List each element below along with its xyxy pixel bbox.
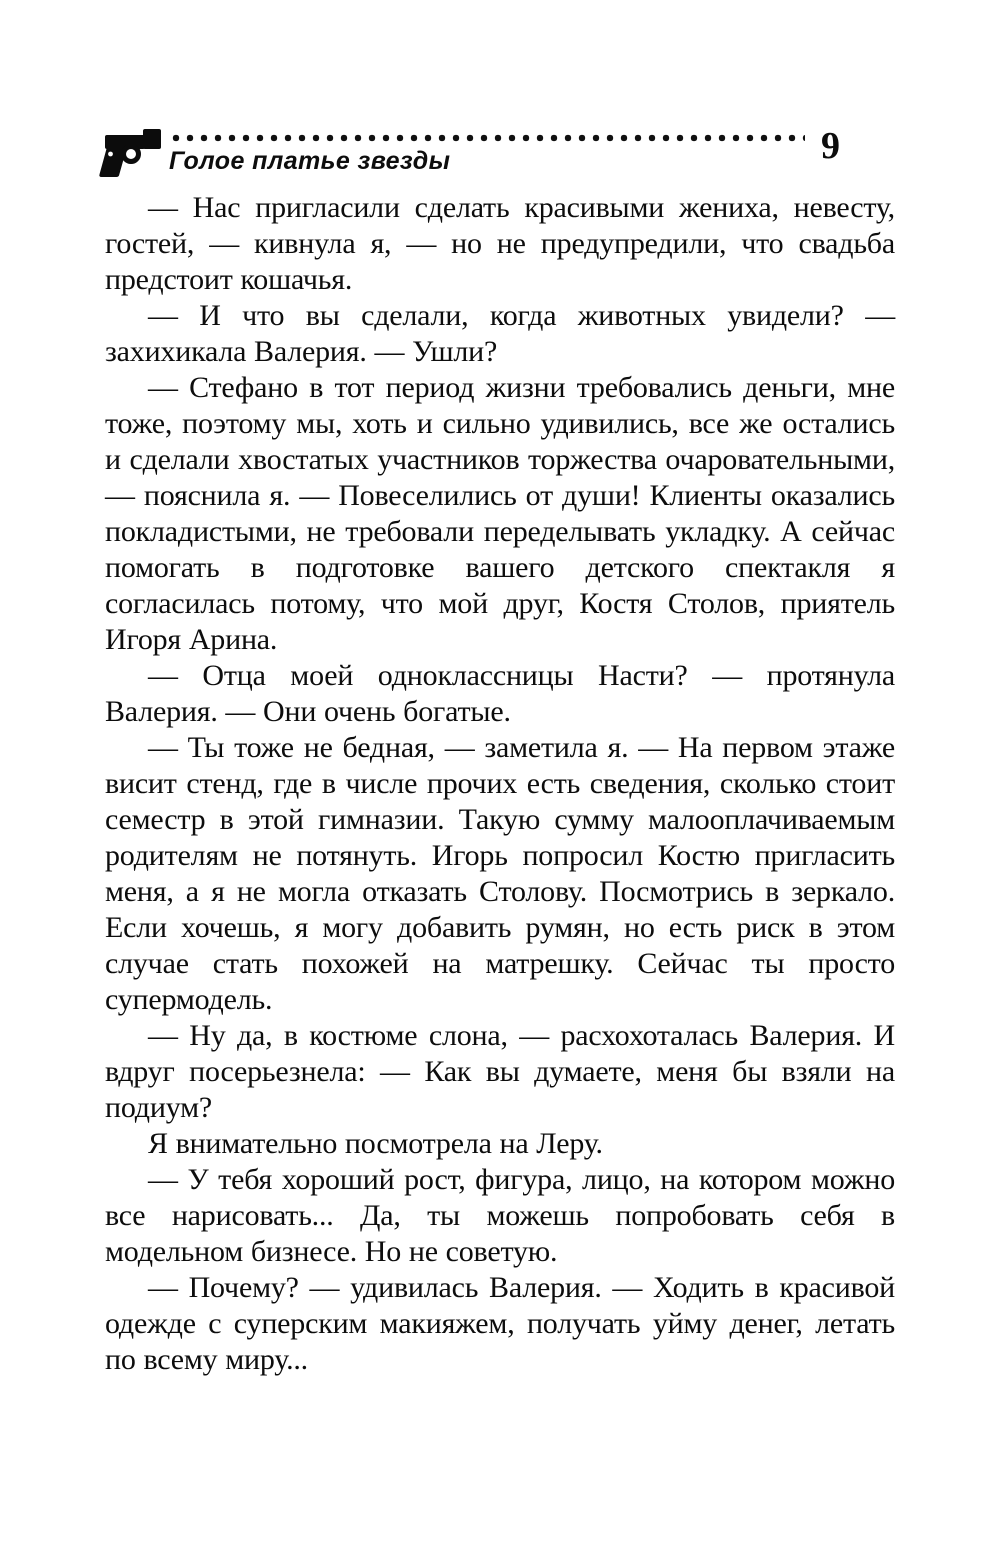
paragraph: — Стефано в тот период жизни требовались деньги, мне тоже, поэтому мы, хоть и сильно удивились, все же остались и сделали хвостатых участников торжества очаровательными, — пояснила я. — Повеселились от души! Клиенты оказались покладистыми, не требовали переделывать укладку. А сейчас помогать в подготовке вашего детского спектакля я согласилась потому, что мой друг, Костя Столов, приятель Игоря Арина.: [105, 371, 895, 656]
paragraph: — Нас пригласили сделать красивыми жениха, невесту, гостей, — кивнула я, — но не предупредили, что свадьба предстоит кошачья.: [105, 191, 895, 296]
paragraph: — Ну да, в костюме слона, — расхохоталась Валерия. И вдруг посерьезнела: — Как вы думаете, меня бы взяли на подиум?: [105, 1019, 895, 1124]
paragraph: Я внимательно посмотрела на Леру.: [148, 1127, 603, 1160]
paragraph: — И что вы сделали, когда животных увидели? — захихикала Валерия. — Ушли?: [105, 299, 895, 368]
gun-icon: [97, 127, 163, 177]
page-number: 9: [821, 125, 840, 167]
paragraph: — Ты тоже не бедная, — заметила я. — На первом этаже висит стенд, где в числе прочих есть сведения, сколько стоит семестр в этой гимназии. Такую сумму малооплачиваемым родителям не потянуть. Игорь попросил Костю пригласить меня, а я не могла отказать Столову. Посмотрись в зеркало. Если хочешь, я могу добавить румян, но есть риск в этом случае стать похожей на матрешку. Сейчас ты просто супермодель.: [105, 731, 895, 1016]
paragraph: — У тебя хороший рост, фигура, лицо, на котором можно все нарисовать... Да, ты можешь попробовать себя в модельном бизнесе. Но не советую.: [105, 1163, 895, 1268]
paragraph: — Отца моей одноклассницы Насти? — протянула Валерия. — Они очень богатые.: [105, 659, 895, 728]
running-title: Голое платье звезды: [169, 147, 451, 175]
header-middle: [169, 126, 805, 176]
dotted-line-decoration: [169, 134, 805, 142]
page-body-text: [105, 190, 895, 1378]
running-header: [97, 126, 840, 182]
paragraph: — Почему? — удивилась Валерия. — Ходить в красивой одежде с суперским макияжем, получать уйму денег, летать по всему миру...: [105, 1271, 895, 1376]
